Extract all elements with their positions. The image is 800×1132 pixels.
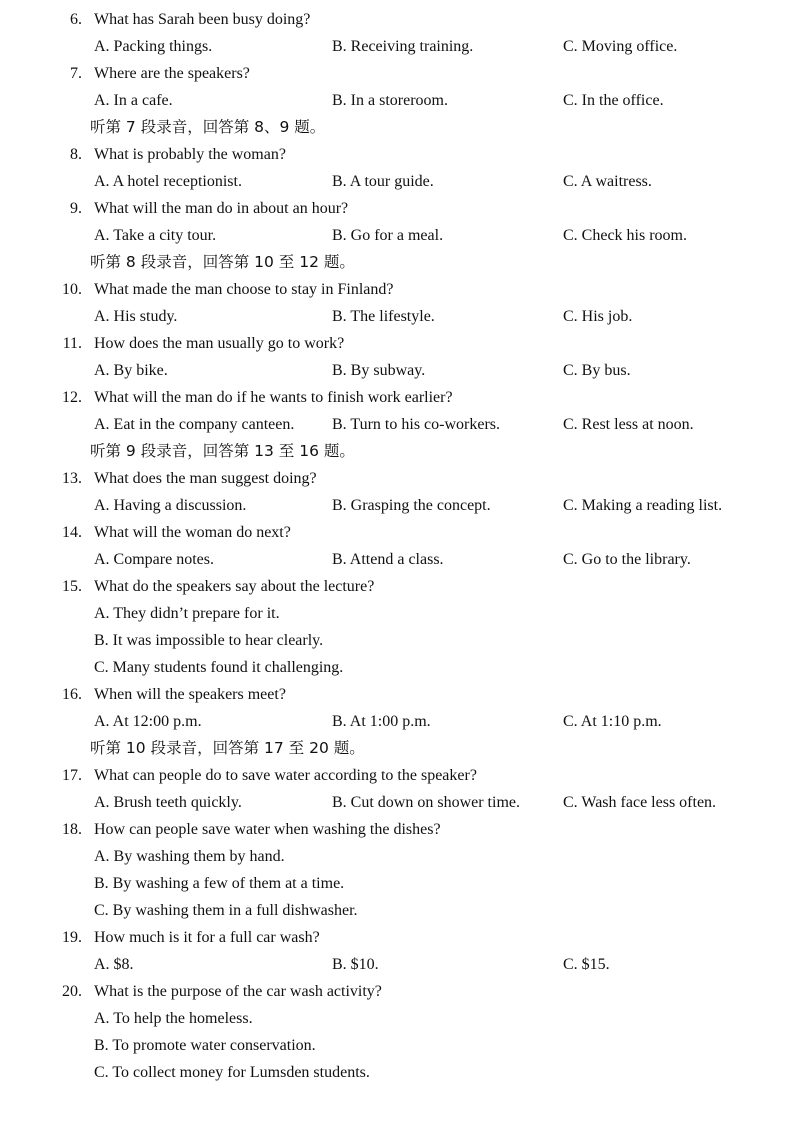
option-c: C. By bus. [563,362,631,379]
question-line [0,276,800,303]
option-b: B. Go for a meal. [332,227,444,244]
question-text: How does the man usually go to work? [94,335,345,352]
option-text: A. To help the homeless. [94,1010,253,1027]
options-line [0,222,800,249]
option-c: C. His job. [563,308,633,325]
option-line [0,870,800,897]
option-c: C. Making a reading list. [563,497,723,514]
exam-page [0,6,800,1086]
option-text: A. By washing them by hand. [94,848,285,865]
question-line [0,978,800,1005]
question-number: 16. [62,686,82,703]
question-number: 9. [70,200,82,217]
option-b: B. Turn to his co-workers. [332,416,501,433]
option-line [0,1005,800,1032]
options-line [0,168,800,195]
section-instruction-line [0,249,800,276]
question-text: What can people do to save water according to the speaker? [94,767,477,784]
question-number: 14. [62,524,82,541]
question-number: 15. [62,578,82,595]
option-a: A. Take a city tour. [94,227,217,244]
question-line [0,6,800,33]
options-line [0,87,800,114]
option-b: B. $10. [332,956,379,973]
question-line [0,519,800,546]
option-a: A. Compare notes. [94,551,214,568]
question-text: Where are the speakers? [94,65,250,82]
option-b: B. By subway. [332,362,426,379]
question-line [0,924,800,951]
question-text: What will the man do if he wants to finish work earlier? [94,389,453,406]
question-line [0,141,800,168]
option-text: B. It was impossible to hear clearly. [94,632,324,649]
question-number: 11. [62,335,82,352]
question-text: What has Sarah been busy doing? [94,11,311,28]
question-number: 19. [62,929,82,946]
option-b: B. The lifestyle. [332,308,435,325]
option-text: C. By washing them in a full dishwasher. [94,902,358,919]
option-line [0,843,800,870]
option-c: C. Rest less at noon. [563,416,694,433]
option-text: C. To collect money for Lumsden students. [94,1064,370,1081]
options-line [0,789,800,816]
option-b: B. Cut down on shower time. [332,794,520,811]
question-text: What will the woman do next? [94,524,291,541]
question-text: What do the speakers say about the lecture? [94,578,375,595]
option-a: A. At 12:00 p.m. [94,713,202,730]
option-c: C. $15. [563,956,610,973]
option-b: B. In a storeroom. [332,92,448,109]
question-text: What is the purpose of the car wash activity? [94,983,382,1000]
section-instruction-line [0,114,800,141]
option-a: A. Eat in the company canteen. [94,416,295,433]
option-a: A. $8. [94,956,134,973]
question-line [0,573,800,600]
question-text: How can people save water when washing the dishes? [94,821,441,838]
question-text: What made the man choose to stay in Finland? [94,281,394,298]
option-b: B. A tour guide. [332,173,434,190]
option-text: A. They didn’t prepare for it. [94,605,280,622]
question-number: 13. [62,470,82,487]
section-instruction-line [0,735,800,762]
options-line [0,708,800,735]
option-b: B. Attend a class. [332,551,444,568]
option-a: A. A hotel receptionist. [94,173,242,190]
option-c: C. At 1:10 p.m. [563,713,662,730]
question-text: When will the speakers meet? [94,686,286,703]
question-text: What will the man do in about an hour? [94,200,349,217]
question-number: 8. [70,146,82,163]
section-instruction: 听第 7 段录音，回答第 8、9 题。 [90,118,326,136]
option-c: C. Wash face less often. [563,794,717,811]
option-line [0,1032,800,1059]
option-a: A. His study. [94,308,178,325]
question-number: 20. [62,983,82,1000]
options-line [0,546,800,573]
question-number: 10. [62,281,82,298]
option-b: B. At 1:00 p.m. [332,713,431,730]
option-line [0,897,800,924]
option-a: A. Brush teeth quickly. [94,794,242,811]
question-number: 7. [70,65,82,82]
option-a: A. In a cafe. [94,92,173,109]
section-instruction: 听第 8 段录音，回答第 10 至 12 题。 [90,253,355,271]
option-c: C. A waitress. [563,173,652,190]
question-number: 17. [62,767,82,784]
question-line [0,60,800,87]
option-text: C. Many students found it challenging. [94,659,344,676]
question-line [0,195,800,222]
option-line [0,1059,800,1086]
question-number: 18. [62,821,82,838]
option-line [0,627,800,654]
question-line [0,465,800,492]
question-text: How much is it for a full car wash? [94,929,320,946]
question-line [0,762,800,789]
option-c: C. In the office. [563,92,664,109]
options-line [0,33,800,60]
option-text: B. To promote water conservation. [94,1037,316,1054]
option-c: C. Go to the library. [563,551,691,568]
option-a: A. Packing things. [94,38,213,55]
option-line [0,654,800,681]
question-line [0,681,800,708]
section-instruction: 听第 10 段录音，回答第 17 至 20 题。 [90,739,365,757]
option-text: B. By washing a few of them at a time. [94,875,345,892]
question-text: What does the man suggest doing? [94,470,317,487]
question-line [0,816,800,843]
option-b: B. Grasping the concept. [332,497,491,514]
options-line [0,492,800,519]
question-number: 6. [70,11,82,28]
option-a: A. By bike. [94,362,168,379]
option-c: C. Check his room. [563,227,687,244]
question-number: 12. [62,389,82,406]
question-line [0,330,800,357]
section-instruction-line [0,438,800,465]
question-text: What is probably the woman? [94,146,286,163]
option-a: A. Having a discussion. [94,497,247,514]
question-line [0,384,800,411]
options-line [0,303,800,330]
options-line [0,357,800,384]
option-b: B. Receiving training. [332,38,474,55]
option-c: C. Moving office. [563,38,678,55]
options-line [0,411,800,438]
section-instruction: 听第 9 段录音，回答第 13 至 16 题。 [90,442,355,460]
option-line [0,600,800,627]
options-line [0,951,800,978]
